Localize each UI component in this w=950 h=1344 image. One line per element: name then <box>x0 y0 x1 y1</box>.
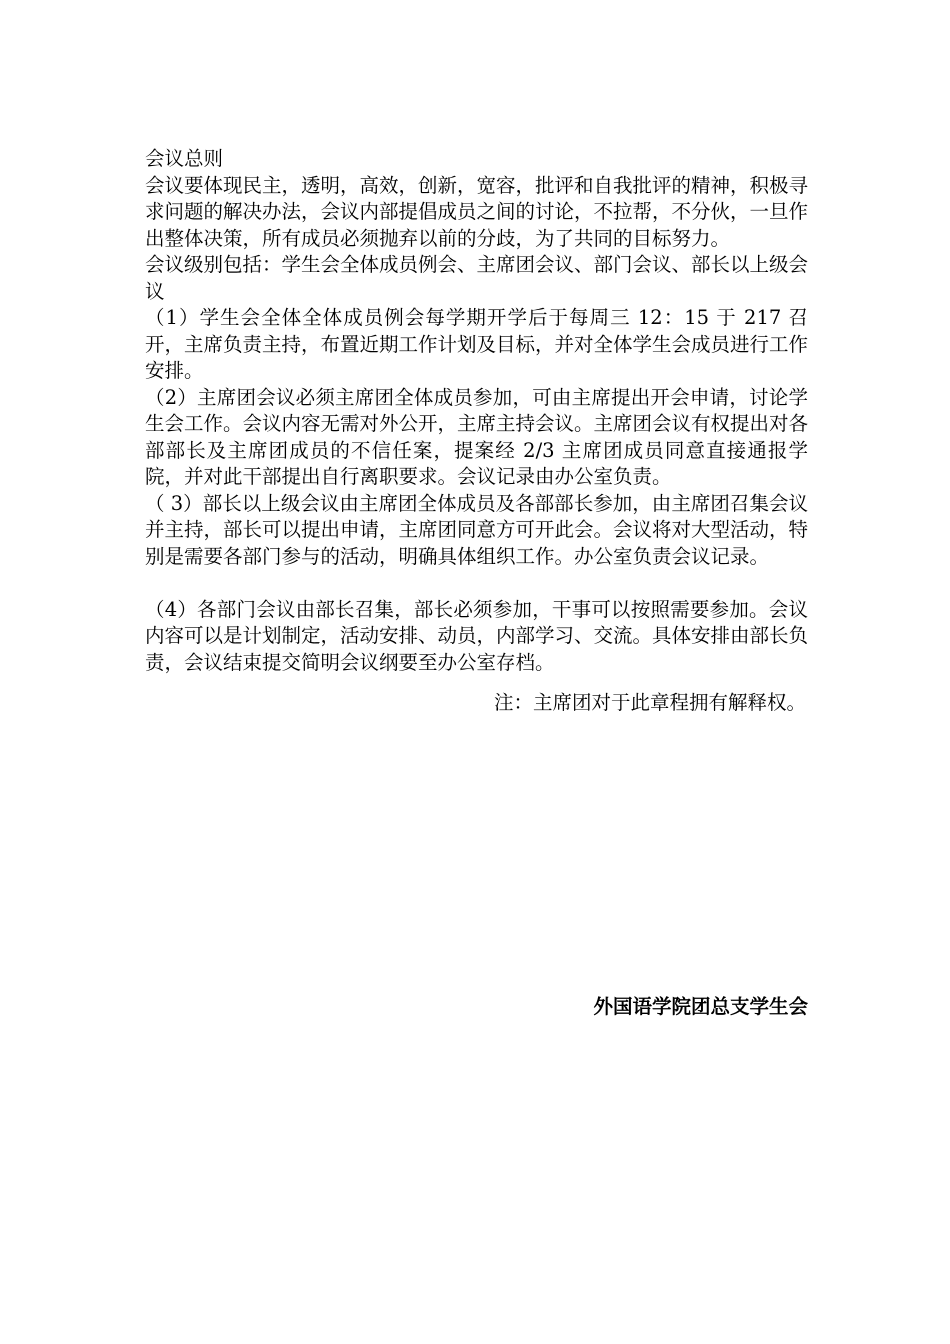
signature-organization: 外国语学院团总支学生会 <box>593 995 808 1018</box>
paragraph-item-3: （ 3）部长以上级会议由主席团全体成员及各部部长参加，由主席团召集会议并主持，部长可以提出申请，主席团同意方可开此会。会议将对大型活动，特别是需要各部门参与的活动，明确具体组织工作。办公室负责会议记录。 <box>145 491 809 568</box>
document-body <box>145 146 808 717</box>
paragraph-meeting-levels: 会议级别包括：学生会全体成员例会、主席团会议、部门会议、部长以上级会议 <box>145 253 809 303</box>
blank-line <box>145 570 808 597</box>
interpretation-note: 注：主席团对于此章程拥有解释权。 <box>493 691 806 714</box>
paragraph-item-4: （4）各部门会议由部长召集，部长必须参加，干事可以按照需要参加。会议内容可以是计划制定，活动安排、动员，内部学习、交流。具体安排由部长负责，会议结束提交简明会议纲要至办公室存档。 <box>145 597 809 674</box>
paragraph-item-2: （2）主席团会议必须主席团全体成员参加，可由主席提出开会申请，讨论学生会工作。会议内容无需对外公开，主席主持会议。主席团会议有权提出对各部部长及主席团成员的不信任案，提案经 2/3 主席团成员同意直接通报学院，并对此干部提出自行离职要求。会议记录由办公室负责。 <box>145 385 809 488</box>
paragraph-item-1: （1）学生会全体全体成员例会每学期开学后于每周三 12：15 于 217 召开，主席负责主持，布置近期工作计划及目标，并对全体学生会成员进行工作安排。 <box>145 306 809 382</box>
document-title: 会议总则 <box>145 147 224 170</box>
paragraph-principles: 会议要体现民主，透明，高效，创新，宽容，批评和自我批评的精神，积极寻求问题的解决办法，会议内部提倡成员之间的讨论，不拉帮，不分伙，一旦作出整体决策，所有成员必须抛弃以前的分歧，为了共同的目标努力。 <box>145 173 809 250</box>
